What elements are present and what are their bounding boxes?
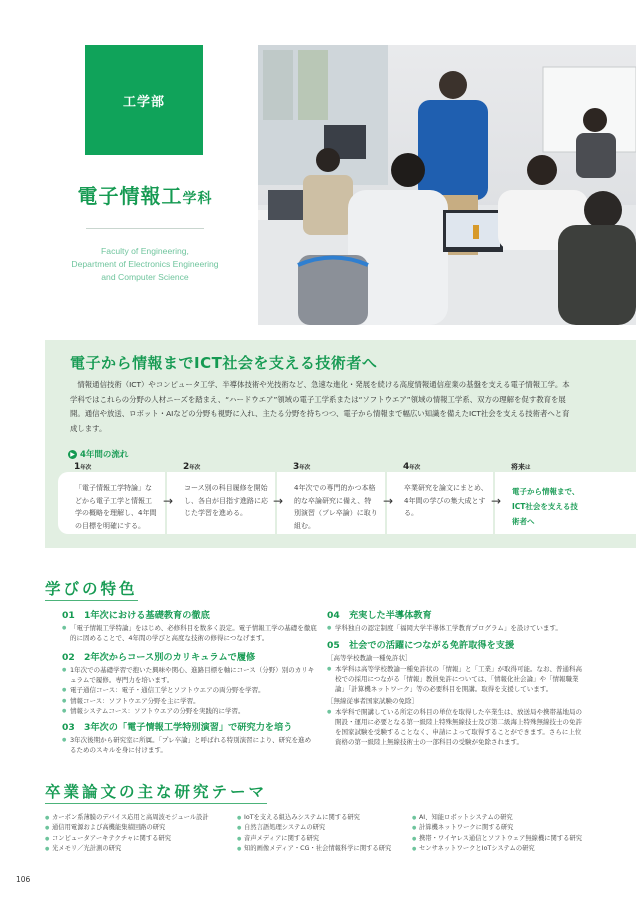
timeline-step-year3: 3年次 4年次での専門的かつ本格的な卒論研究に備え、特別演習（プレ卒論）に取り組む。 → xyxy=(277,472,387,534)
flow-label: ▶ 4年間の流れ xyxy=(68,448,128,460)
overview-heading: 電子から情報までICT社会を支える技術者へ xyxy=(70,354,378,372)
overview-section xyxy=(45,340,636,548)
chevron-right-circle-icon: ▶ xyxy=(68,450,77,459)
feature-04: 04 充実した半導体教育 ● 学科独自の認定制度「福岡大学半導体工学教育プログラム」を設けています。 xyxy=(327,607,582,633)
photo-illustration xyxy=(258,45,636,325)
features-title: 学びの特色 xyxy=(45,577,138,601)
classroom-photo xyxy=(258,45,636,325)
arrow-right-icon: → xyxy=(272,494,283,508)
themes-column-1: ● カーボン系薄膜のデバイス応用と高周波モジュール設計 ● 通信用電源および高機能集積回路の研究 ● コンピュータアーキテクチャに関する研究 ● 光メモリ／光計測の研究 xyxy=(45,813,237,854)
timeline-step-year4: 4年次 卒業研究を論文にまとめ、4年間の学びの集大成とする。 → xyxy=(387,472,495,534)
feature-01: 01 1年次における基礎教育の徹底 ● 「電子情報工学特論」をはじめ、必修科目を数多く設定。電子情報工学の基礎を徹底的に固めることで、4年間の学びと高度な技術の修得につなげます。 xyxy=(62,607,317,643)
timeline-step-future: 将来は 電子から情報まで、ICT社会を支える技術者へ xyxy=(511,463,580,526)
feature-02: 02 2年次からコース別のカリキュラムで履修 ● 1年次での基礎学習で抱いた興味や関心、進路目標を軸にコース（分野）別のカリキュラムで履修。専門力を培います。 ● 電子通信コース：電子・通信工学とソフトウエアの両分野を学習。 ● 情報コース：ソフトウエア分野を主に学習。 ● 情報システムコース：ソフトウエアの分野を実践的に学習。 xyxy=(62,649,317,716)
timeline-step-year1: 1年次 「電子情報工学特論」などから電子工学と情報工学の概略を理解し、4年間の目標を明確にする。 → xyxy=(58,472,167,534)
title-divider xyxy=(86,228,204,229)
department-english: Faculty of Engineering, Department of Electronics Engineering and Computer Science xyxy=(71,246,219,282)
faculty-label: 工学部 xyxy=(122,94,165,110)
overview-body: 情報通信技術（ICT）やコンピュータ工学、半導体技術や光技術など、急速な進化・発展を続ける高度情報通信産業の基盤を支える電子情報工学。本学科ではこれらの分野の人材ニーズを踏まえ、“ハードウエア”領域の電子工学系または“ソフトウエア”領域の情報工学系、双方の理解を促す教育を展開。通信や放送、ロボット・AIなどの分野も視野に入れ、主たる分野を持ちつつ、電子から情報まで幅広い知識を備えたICT社会を支える技術者へと育成します。 xyxy=(70,380,570,433)
themes-column-2: ● IoTを支える組込みシステムに関する研究 ● 自然言語処理システムの研究 ● 音声メディアに関する研究 ● 知的画像メディア・CG・社会情報科学に関する研究 xyxy=(237,813,412,854)
four-year-timeline xyxy=(58,462,636,534)
feature-03: 03 3年次の「電子情報工学特別演習」で研究力を培う ● 3年次後期から研究室に所属。「プレ卒論」と呼ばれる特別演習により、研究を進めるためのスキルを身に付けます。 xyxy=(62,719,317,755)
department-title: 電子情報工学科 xyxy=(77,184,213,208)
themes-title: 卒業論文の主な研究テーマ xyxy=(45,780,267,804)
themes-column-3: ● AI、知能ロボットシステムの研究 ● 計算機ネットワークに関する研究 ● 携帯・ワイヤレス通信とソフトウェア無線機に関する研究 ● センサネットワークとIoTシステムの研究 xyxy=(412,813,582,854)
page-number: 106 xyxy=(16,875,31,884)
research-themes xyxy=(45,813,582,854)
faculty-badge xyxy=(85,45,203,155)
arrow-right-icon: → xyxy=(490,494,501,508)
arrow-right-icon: → xyxy=(382,494,393,508)
timeline-step-year2: 2年次 コース別の科目履修を開始し、各自が目指す進路に応じた学習を進める。 → xyxy=(167,472,277,534)
arrow-right-icon: → xyxy=(162,494,173,508)
feature-05: 05 社会での活躍につながる免許取得を支援 ［高等学校教諭一種免許状］ ● 本学科は高等学校教諭一種免許状の「情報」と「工業」が取得可能。なお、普通科高校での採用につながる「情報」教員免許については、「情報化社会論」や「情報職業論」「計算機ネットワーク」等の必要科目を開講。取得を支援しています。 ［無線従事者国家試験の免除］ ● 本学科で開講している所定の科目の単位を取得した卒業生は、放送局や携帯基地局の開設・運用に必要となる第一級陸上特殊無線技士及び第二級海上特殊無線技士の免許を国家試験を受験することなく、申請によって取得することができます。さらに上位資格の第一級陸上無線技術士の一部科目の受験が免除されます。 xyxy=(327,637,585,747)
